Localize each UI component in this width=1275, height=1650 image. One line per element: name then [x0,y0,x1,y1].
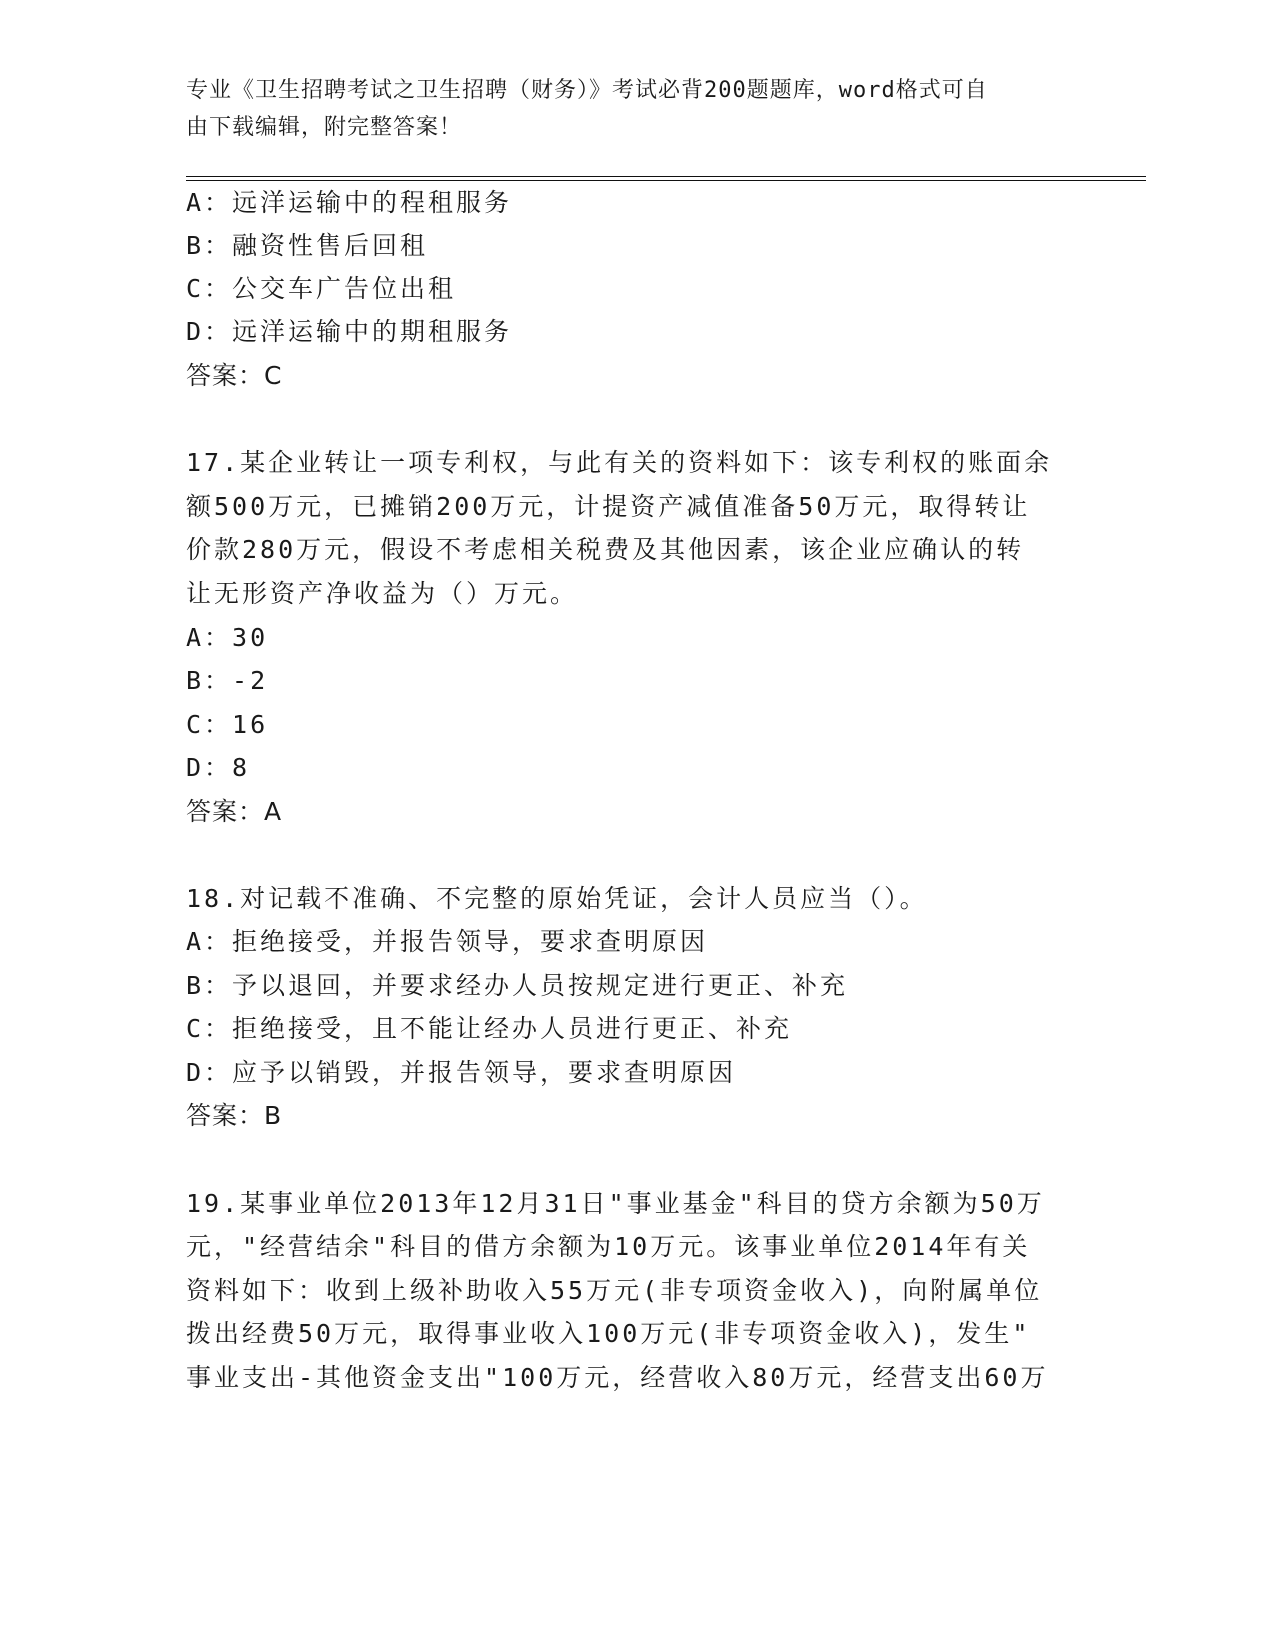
q17-option-b: B：-2 [186,666,269,695]
q18-stem-line-1: 18.对记载不准确、不完整的原始凭证，会计人员应当（）。 [186,884,928,913]
q19-stem-line-2: 元，"经营结余"科目的借方余额为10万元。该事业单位2014年有关 [186,1232,1031,1261]
q19-stem-line-5: 事业支出-其他资金支出"100万元，经营收入80万元，经营支出60万 [186,1363,1049,1392]
q17-stem-line-4: 让无形资产净收益为（）万元。 [186,579,579,608]
q19-stem-line-4: 拨出经费50万元，取得事业收入100万元(非专项资金收入)，发生" [186,1319,1031,1348]
q16-option-b: B：融资性售后回租 [186,231,429,260]
q19-stem-line-3: 资料如下：收到上级补助收入55万元(非专项资金收入)，向附属单位 [186,1276,1043,1305]
document-header [186,72,1066,146]
q17-stem-line-1: 17.某企业转让一项专利权，与此有关的资料如下：该专利权的账面余 [186,448,1053,477]
q17-stem-line-2: 额500万元，已摊销200万元，计提资产减值准备50万元，取得转让 [186,492,1031,521]
q17-option-c: C：16 [186,710,269,739]
q16-option-c: C：公交车广告位出租 [186,274,457,303]
header-line-1: 专业《卫生招聘考试之卫生招聘（财务）》考试必背200题题库，word格式可自 [186,78,988,103]
q18-option-c: C：拒绝接受，且不能让经办人员进行更正、补充 [186,1014,793,1043]
q18-option-b: B：予以退回，并要求经办人员按规定进行更正、补充 [186,971,849,1000]
header-line-2: 由下载编辑，附完整答案！ [186,115,463,140]
q17-stem-line-3: 价款280万元，假设不考虑相关税费及其他因素，该企业应确认的转 [186,535,1025,564]
q17-answer: 答案：A [186,797,283,826]
q17-option-a: A：30 [186,623,269,652]
q18-option-d: D：应予以销毁，并报告领导，要求查明原因 [186,1058,737,1087]
q16-answer: 答案：C [186,361,283,390]
q17-option-d: D：8 [186,753,251,782]
q16-option-d: D：远洋运输中的期租服务 [186,317,513,346]
q19-stem-line-1: 19.某事业单位2013年12月31日"事业基金"科目的贷方余额为50万 [186,1189,1045,1218]
q18-option-a: A：拒绝接受，并报告领导，要求查明原因 [186,927,709,956]
q18-answer: 答案：B [186,1101,283,1130]
q16-option-a: A：远洋运输中的程租服务 [186,188,513,217]
